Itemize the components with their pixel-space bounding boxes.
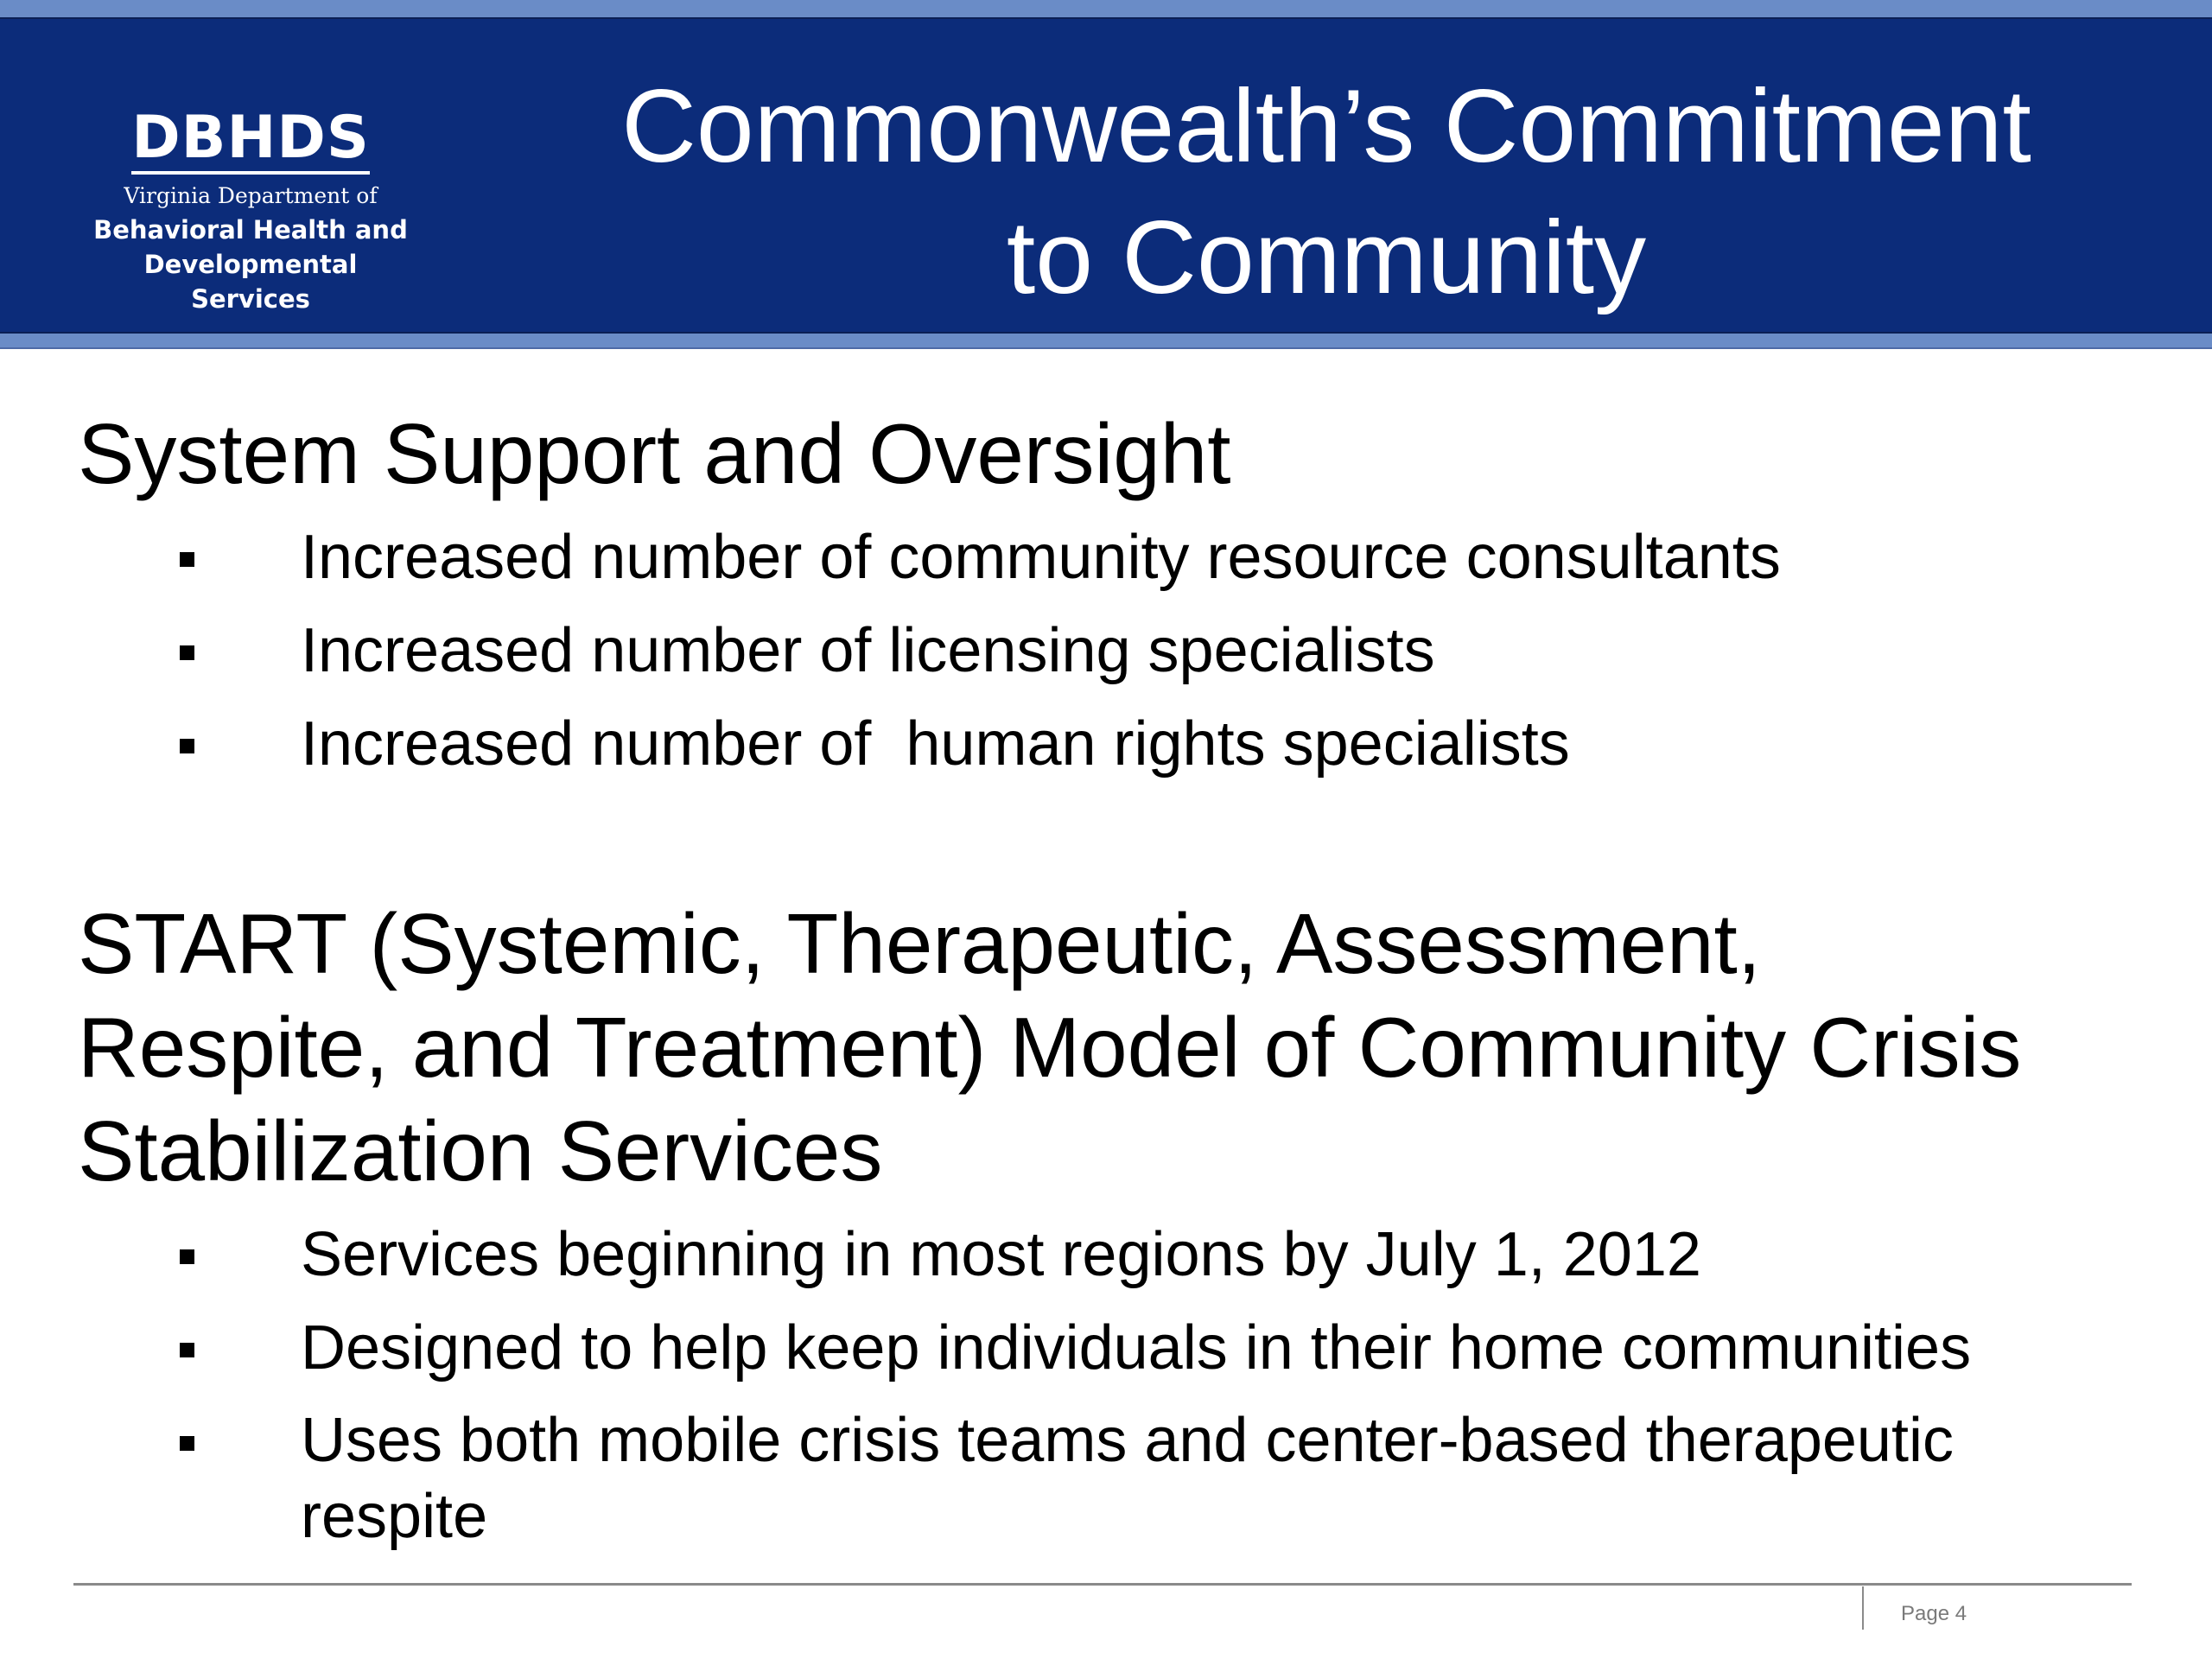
list-item-text: Uses both mobile crisis teams and center-based therapeutic respite: [301, 1406, 1954, 1551]
header-band: [0, 17, 2212, 334]
header-top-stripe: [0, 0, 2212, 17]
list-item: [177, 518, 1781, 596]
square-bullet-icon: [180, 739, 194, 753]
slide-title-line-1: Commonwealth’s Commitment: [621, 68, 2031, 184]
square-bullet-icon: [180, 645, 194, 660]
list-item: [177, 1216, 2029, 1294]
section-heading-line-3: Stabilization Services: [78, 1103, 883, 1198]
bullet-list-start-model: [177, 1216, 2029, 1570]
logo-line-behavioral-health: Behavioral Health and: [93, 215, 408, 245]
logo-line-virginia-department: Virginia Department of: [124, 183, 378, 208]
list-item: [177, 1309, 2029, 1387]
list-item-text: Increased number of licensing specialists: [301, 616, 1435, 685]
square-bullet-icon: [180, 1249, 194, 1264]
list-item: [177, 705, 1781, 783]
list-item-text: Designed to help keep individuals in their home communities: [301, 1313, 1972, 1382]
bullet-list-system-support: [177, 518, 1781, 798]
section-heading-system-support: System Support and Oversight: [78, 406, 1231, 501]
list-item-text: Increased number of community resource consultants: [301, 523, 1781, 592]
footer-divider: [1862, 1586, 1864, 1630]
section-heading-line-2: Respite, and Treatment) Model of Community Crisis: [78, 1000, 2022, 1095]
logo-abbreviation: DBHDS: [131, 105, 370, 175]
list-item: [177, 1402, 2029, 1554]
square-bullet-icon: [180, 552, 194, 567]
list-item-text: Services beginning in most regions by July 1, 2012: [301, 1220, 1701, 1289]
header-bottom-stripe: [0, 334, 2212, 349]
section-heading-start-model: [78, 892, 2021, 1203]
logo-line-developmental-services: Developmental Services: [143, 250, 358, 314]
slide-title: [484, 60, 2169, 323]
page-number: Page 4: [1901, 1602, 1967, 1625]
footer-rule: [73, 1583, 2132, 1586]
list-item-text: Increased number of human rights specialists: [301, 709, 1570, 779]
square-bullet-icon: [180, 1343, 194, 1357]
list-item: [177, 612, 1781, 690]
slide-title-line-2: to Community: [1006, 200, 1647, 315]
square-bullet-icon: [180, 1436, 194, 1451]
dbhds-logo: [86, 105, 415, 316]
section-heading-line-1: START (Systemic, Therapeutic, Assessment,: [78, 896, 1761, 991]
